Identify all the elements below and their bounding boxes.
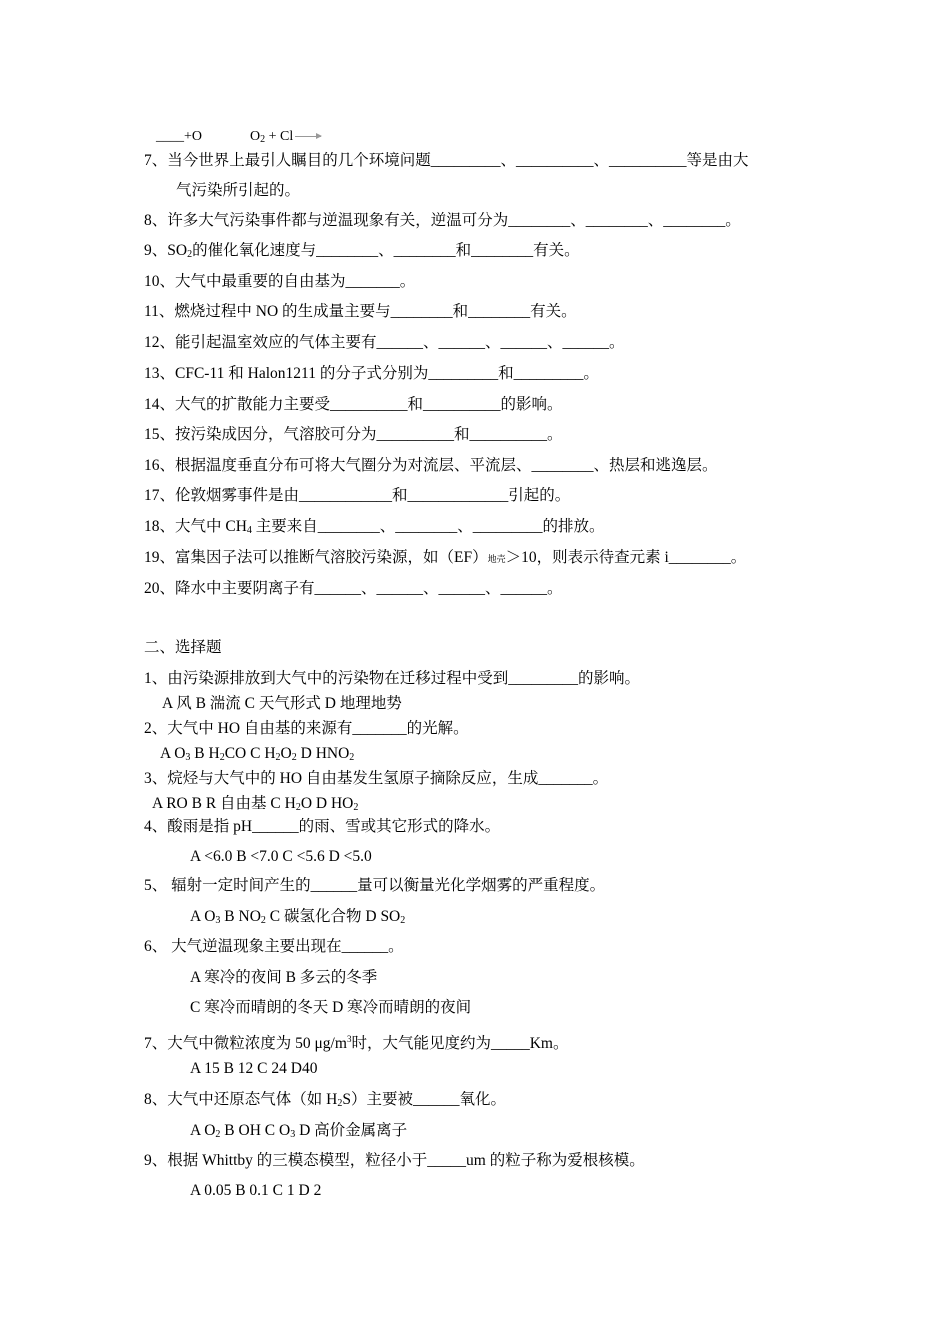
q-text: S）主要被______氧化。	[342, 1091, 506, 1108]
question-14	[144, 395, 563, 415]
question-12	[144, 333, 625, 353]
reaction-part1: +O	[184, 129, 203, 144]
reaction-part2: O	[250, 129, 261, 144]
q-text: 气污染所引起的。	[176, 182, 301, 199]
choice-q5-options	[190, 907, 405, 931]
options-text: A 0.05 B 0.1 C 1 D 2	[190, 1182, 322, 1199]
superscript: 3	[346, 1034, 352, 1044]
q-text: 主要来自________、________、_________的排放。	[251, 518, 605, 535]
choice-q4-options	[190, 847, 372, 867]
options-text: O D HO	[300, 795, 354, 812]
question-13	[144, 364, 599, 384]
q-text: 7、当今世界上最引人瞩目的几个环境问题_________、__________、__________等是由大	[144, 152, 749, 169]
subscript: 3	[215, 915, 221, 926]
q-text: 8、大气中还原态气体（如 H	[144, 1091, 338, 1108]
q-text: 5、 辐射一定时间产生的______量可以衡量光化学烟雾的严重程度。	[144, 877, 606, 894]
q-text: 6、 大气逆温现象主要出现在______。	[144, 938, 404, 955]
q-text: 16、根据温度垂直分布可将大气圈分为对流层、平流层、________、热层和逃逸层。	[144, 457, 718, 474]
options-text: A RO B R 自由基 C H	[152, 795, 296, 812]
question-7-line1	[144, 151, 749, 171]
subscript: 2	[349, 752, 355, 763]
q-text: 17、伦敦烟雾事件是由____________和_____________引起的。	[144, 487, 571, 504]
choice-q8-options	[190, 1121, 407, 1145]
question-16	[144, 456, 718, 476]
subscript: 4	[246, 525, 252, 536]
choice-q3-options	[152, 794, 358, 818]
q-text: ＞10，则表示待查元素 i________。	[505, 549, 747, 566]
options-text: CO C H	[224, 745, 276, 762]
q-text: 14、大气的扩散能力主要受__________和__________的影响。	[144, 396, 563, 413]
choice-q3	[144, 769, 608, 789]
choice-q8	[144, 1090, 506, 1114]
options-text: A <6.0 B <7.0 C <5.6 D <5.0	[190, 848, 372, 865]
options-text: C 碳氢化合物 D SO	[265, 908, 401, 925]
subscript: 2	[353, 802, 359, 813]
choice-q1-options	[162, 694, 402, 714]
options-text: O	[280, 745, 292, 762]
subscript: 2	[215, 1129, 221, 1140]
q-text: 20、降水中主要阴离子有______、______、______、______。	[144, 580, 563, 597]
q-text: 19、富集因子法可以推断气溶胶污染源，如（EF）	[144, 549, 488, 566]
choice-q2-options	[160, 744, 354, 768]
q-text: 3、烷烃与大气中的 HO 自由基发生氢原子摘除反应，生成_______。	[144, 770, 609, 787]
reaction-sub: 2	[260, 134, 266, 145]
options-text: A 寒冷的夜间 B 多云的冬季	[190, 969, 378, 986]
choice-q7-options	[190, 1059, 317, 1079]
choice-q6-options-row1	[190, 968, 377, 988]
q-text: 10、大气中最重要的自由基为_______。	[144, 273, 416, 290]
question-10	[144, 272, 415, 292]
subscript: 2	[400, 915, 406, 926]
subscript: 2	[260, 915, 266, 926]
subscript: 2	[337, 1098, 343, 1109]
choice-q5	[144, 876, 605, 896]
options-text: B NO	[220, 908, 261, 925]
q-text: 9、SO	[144, 242, 188, 259]
q-text: 18、大气中 CH	[144, 518, 247, 535]
subscript: 2	[291, 752, 297, 763]
options-text: A O	[190, 1122, 216, 1139]
subscript: 地壳	[487, 554, 506, 564]
question-15	[144, 425, 563, 445]
subscript: 2	[219, 752, 225, 763]
choice-q2	[144, 719, 469, 739]
options-text: C 寒冷而晴朗的冬天 D 寒冷而晴朗的夜间	[190, 999, 472, 1016]
subscript: 2	[187, 249, 193, 260]
options-text: D HNO	[296, 745, 350, 762]
choice-q6-options-row2	[190, 998, 471, 1018]
question-11	[144, 302, 577, 322]
reaction-part3: + Cl	[265, 129, 294, 144]
q-text: 时，大气能见度约为_____Km。	[351, 1035, 569, 1053]
q-text: 的催化氧化速度与________、________和________有关。	[192, 242, 580, 259]
options-text: B H	[190, 745, 220, 762]
reaction-line	[156, 127, 321, 150]
question-7-line2	[176, 181, 300, 201]
question-20	[144, 579, 563, 599]
q-text: 8、许多大气污染事件都与逆温现象有关，逆温可分为________、________、________。	[144, 212, 741, 229]
q-text: 7、大气中微粒浓度为 50 μg/m	[144, 1035, 347, 1053]
q-text: 11、燃烧过程中 NO 的生成量主要与________和________有关。	[144, 303, 577, 320]
options-text: A 风 B 湍流 C 天气形式 D 地理地势	[162, 695, 402, 712]
q-text: 1、由污染源排放到大气中的污染物在迁移过程中受到_________的影响。	[144, 670, 641, 687]
q-text: 4、酸雨是指 pH______的雨、雪或其它形式的降水。	[144, 818, 501, 835]
options-text: B OH C O	[220, 1122, 291, 1139]
section-title	[144, 638, 222, 658]
subscript: 2	[295, 802, 301, 813]
subscript: 3	[185, 752, 191, 763]
q-text: 15、按污染成因分，气溶胶可分为__________和__________。	[144, 426, 563, 443]
q-text: 9、根据 Whittby 的三模态模型，粒径小于_____um 的粒子称为爱根核模。	[144, 1152, 645, 1169]
q-text: 2、大气中 HO 自由基的来源有_______的光解。	[144, 720, 469, 737]
choice-q9-options	[190, 1181, 321, 1201]
choice-q9	[144, 1151, 645, 1171]
subscript: 2	[275, 752, 281, 763]
options-text: A O	[160, 745, 186, 762]
choice-q4	[144, 817, 500, 837]
choice-q1	[144, 669, 640, 689]
subscript: 3	[290, 1129, 296, 1140]
question-8	[144, 211, 741, 231]
choice-q6	[144, 937, 404, 957]
question-9	[144, 241, 580, 265]
question-19	[144, 548, 746, 569]
question-17	[144, 486, 570, 506]
question-18	[144, 517, 605, 541]
options-text: A 15 B 12 C 24 D40	[190, 1060, 318, 1077]
choice-q7	[144, 1029, 568, 1054]
options-text: D 高价金属离子	[295, 1122, 408, 1139]
reaction-blank: ____	[156, 129, 184, 144]
q-text: 13、CFC-11 和 Halon1211 的分子式分别为_________和_________。	[144, 365, 599, 382]
reaction-arrow-icon	[295, 136, 321, 137]
q-text: 12、能引起温室效应的气体主要有______、______、______、______。	[144, 334, 625, 351]
options-text: A O	[190, 908, 216, 925]
section-title-text: 二、选择题	[144, 639, 222, 656]
